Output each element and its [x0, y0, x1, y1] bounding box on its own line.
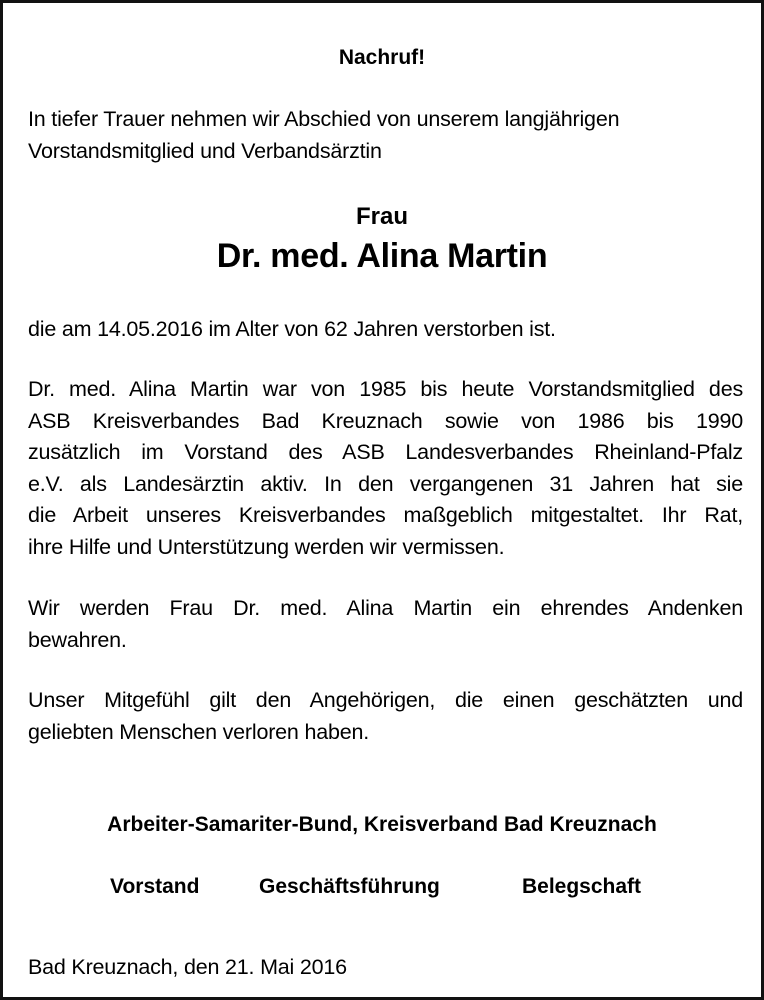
place-and-date: Bad Kreuznach, den 21. Mai 2016 — [28, 955, 347, 979]
signatory-board: Vorstand — [110, 875, 200, 898]
biography-paragraph — [28, 374, 743, 563]
death-statement: die am 14.05.2016 im Alter von 62 Jahren verstorben ist. — [28, 317, 556, 341]
intro-line: In tiefer Trauer nehmen wir Abschied von unserem langjährigen — [28, 107, 620, 131]
remembrance-line: bewahren. — [28, 627, 127, 652]
biography-line: zusätzlich im Vorstand des ASB Landesverbandes Rheinland-Pfalz — [28, 440, 743, 464]
salutation: Frau — [355, 203, 408, 230]
biography-line: die Arbeit unseres Kreisverbandes maßgeblich mitgestaltet. Ihr Rat, — [28, 503, 743, 527]
signatory-management: Geschäftsführung — [259, 875, 440, 898]
condolence-line: Unser Mitgefühl gilt den Angehörigen, die einen geschätzten und — [28, 688, 743, 712]
notice-title: Nachruf! — [338, 46, 426, 69]
biography-line: ihre Hilfe und Unterstützung werden wir vermissen. — [28, 534, 505, 559]
remembrance-paragraph — [28, 593, 743, 656]
organization-name: Arbeiter-Samariter-Bund, Kreisverband Bad Kreuznach — [107, 813, 657, 836]
deceased-name: Dr. med. Alina Martin — [216, 237, 548, 275]
condolence-paragraph — [28, 685, 743, 748]
biography-line: Dr. med. Alina Martin war von 1985 bis heute Vorstandsmitglied des — [28, 377, 743, 401]
intro-line: Vorstandsmitglied und Verbandsärztin — [28, 138, 382, 163]
remembrance-line: Wir werden Frau Dr. med. Alina Martin ein ehrendes Andenken — [28, 596, 743, 620]
intro-paragraph — [28, 104, 743, 167]
biography-line: e.V. als Landesärztin aktiv. In den vergangenen 31 Jahren hat sie — [28, 471, 743, 496]
signatory-staff: Belegschaft — [522, 875, 642, 898]
biography-line: ASB Kreisverbandes Bad Kreuznach sowie von 1986 bis 1990 — [28, 408, 743, 433]
condolence-line: geliebten Menschen verloren haben. — [28, 719, 370, 744]
